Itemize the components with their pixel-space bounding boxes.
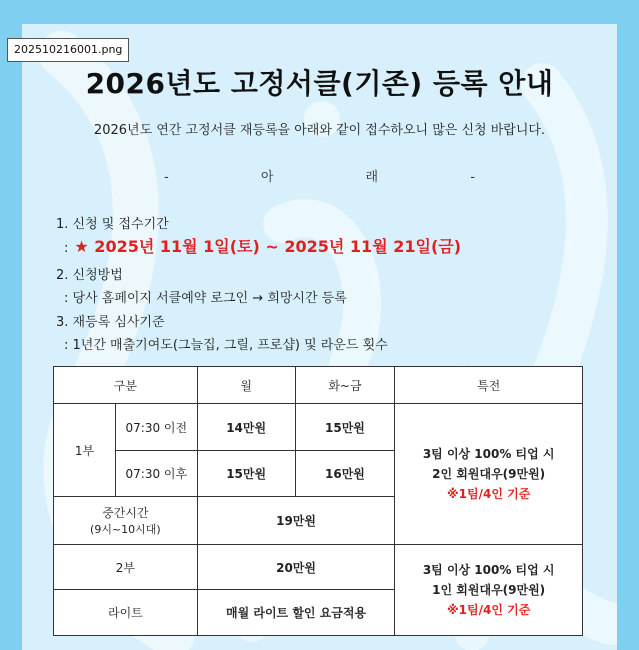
light-label: 라이트 [54, 590, 198, 636]
part2-label: 2부 [54, 545, 198, 590]
header-tue-fri: 화~금 [295, 367, 395, 404]
table-row [54, 545, 583, 590]
benefit2-line1: 3팀 이상 100% 티업 시 [422, 563, 555, 577]
part1-label: 1부 [54, 404, 116, 497]
table-row [54, 404, 583, 451]
middle-price: 19만원 [197, 497, 395, 545]
period-colon: : [64, 241, 69, 256]
benefit1-line2: 2인 회원대우(9만원) [432, 467, 546, 481]
period-text: ★ 2025년 11월 1일(토) ~ 2025년 11월 21일(금) [74, 237, 462, 256]
filename-label: 202510216001.png [7, 38, 129, 62]
after-tuefri-price: 16만원 [295, 451, 395, 497]
before-mon-price: 14만원 [197, 404, 295, 451]
section-2-title: 2. 신청방법 [56, 268, 123, 283]
benefit-cell-2 [395, 545, 583, 636]
before-label: 07:30 이전 [115, 404, 197, 451]
after-label: 07:30 이후 [115, 451, 197, 497]
middle-time-cell [54, 497, 198, 545]
light-price: 매월 라이트 할인 요금적용 [197, 590, 395, 636]
middle-label: 중간시간 [102, 506, 149, 520]
benefit1-line1: 3팀 이상 100% 티업 시 [422, 447, 555, 461]
section-divider-text: - 아 래 - [164, 170, 475, 185]
header-mon: 월 [197, 367, 295, 404]
page-title: 2026년도 고정서클(기존) 등록 안내 [85, 67, 554, 100]
section-1-title: 1. 신청 및 접수기간 [56, 217, 169, 232]
section-2-body: : 당사 홈페이지 서클예약 로그인 → 희망시간 등록 [64, 291, 347, 306]
section-3-title: 3. 재등록 심사기준 [56, 315, 165, 330]
benefit2-line2: 1인 회원대우(9만원) [432, 583, 546, 597]
table-header-row [54, 367, 583, 404]
benefit1-note: ※1팀/4인 기준 [447, 487, 531, 501]
benefit-cell-1 [395, 404, 583, 545]
fee-table [53, 366, 583, 636]
benefit2-note: ※1팀/4인 기준 [447, 603, 531, 617]
after-mon-price: 15만원 [197, 451, 295, 497]
section-3-body: : 1년간 매출기여도(그늘집, 그릴, 프로샵) 및 라운드 횟수 [64, 338, 388, 353]
intro-text: 2026년도 연간 고정서클 재등록을 아래와 같이 접수하오니 많은 신청 바랍니다. [93, 123, 546, 138]
middle-sub-label: (9시~10시대) [90, 523, 161, 536]
header-benefit: 특전 [395, 367, 583, 404]
header-category: 구분 [54, 367, 198, 404]
part2-price: 20만원 [197, 545, 395, 590]
application-period [64, 234, 461, 257]
before-tuefri-price: 15만원 [295, 404, 395, 451]
